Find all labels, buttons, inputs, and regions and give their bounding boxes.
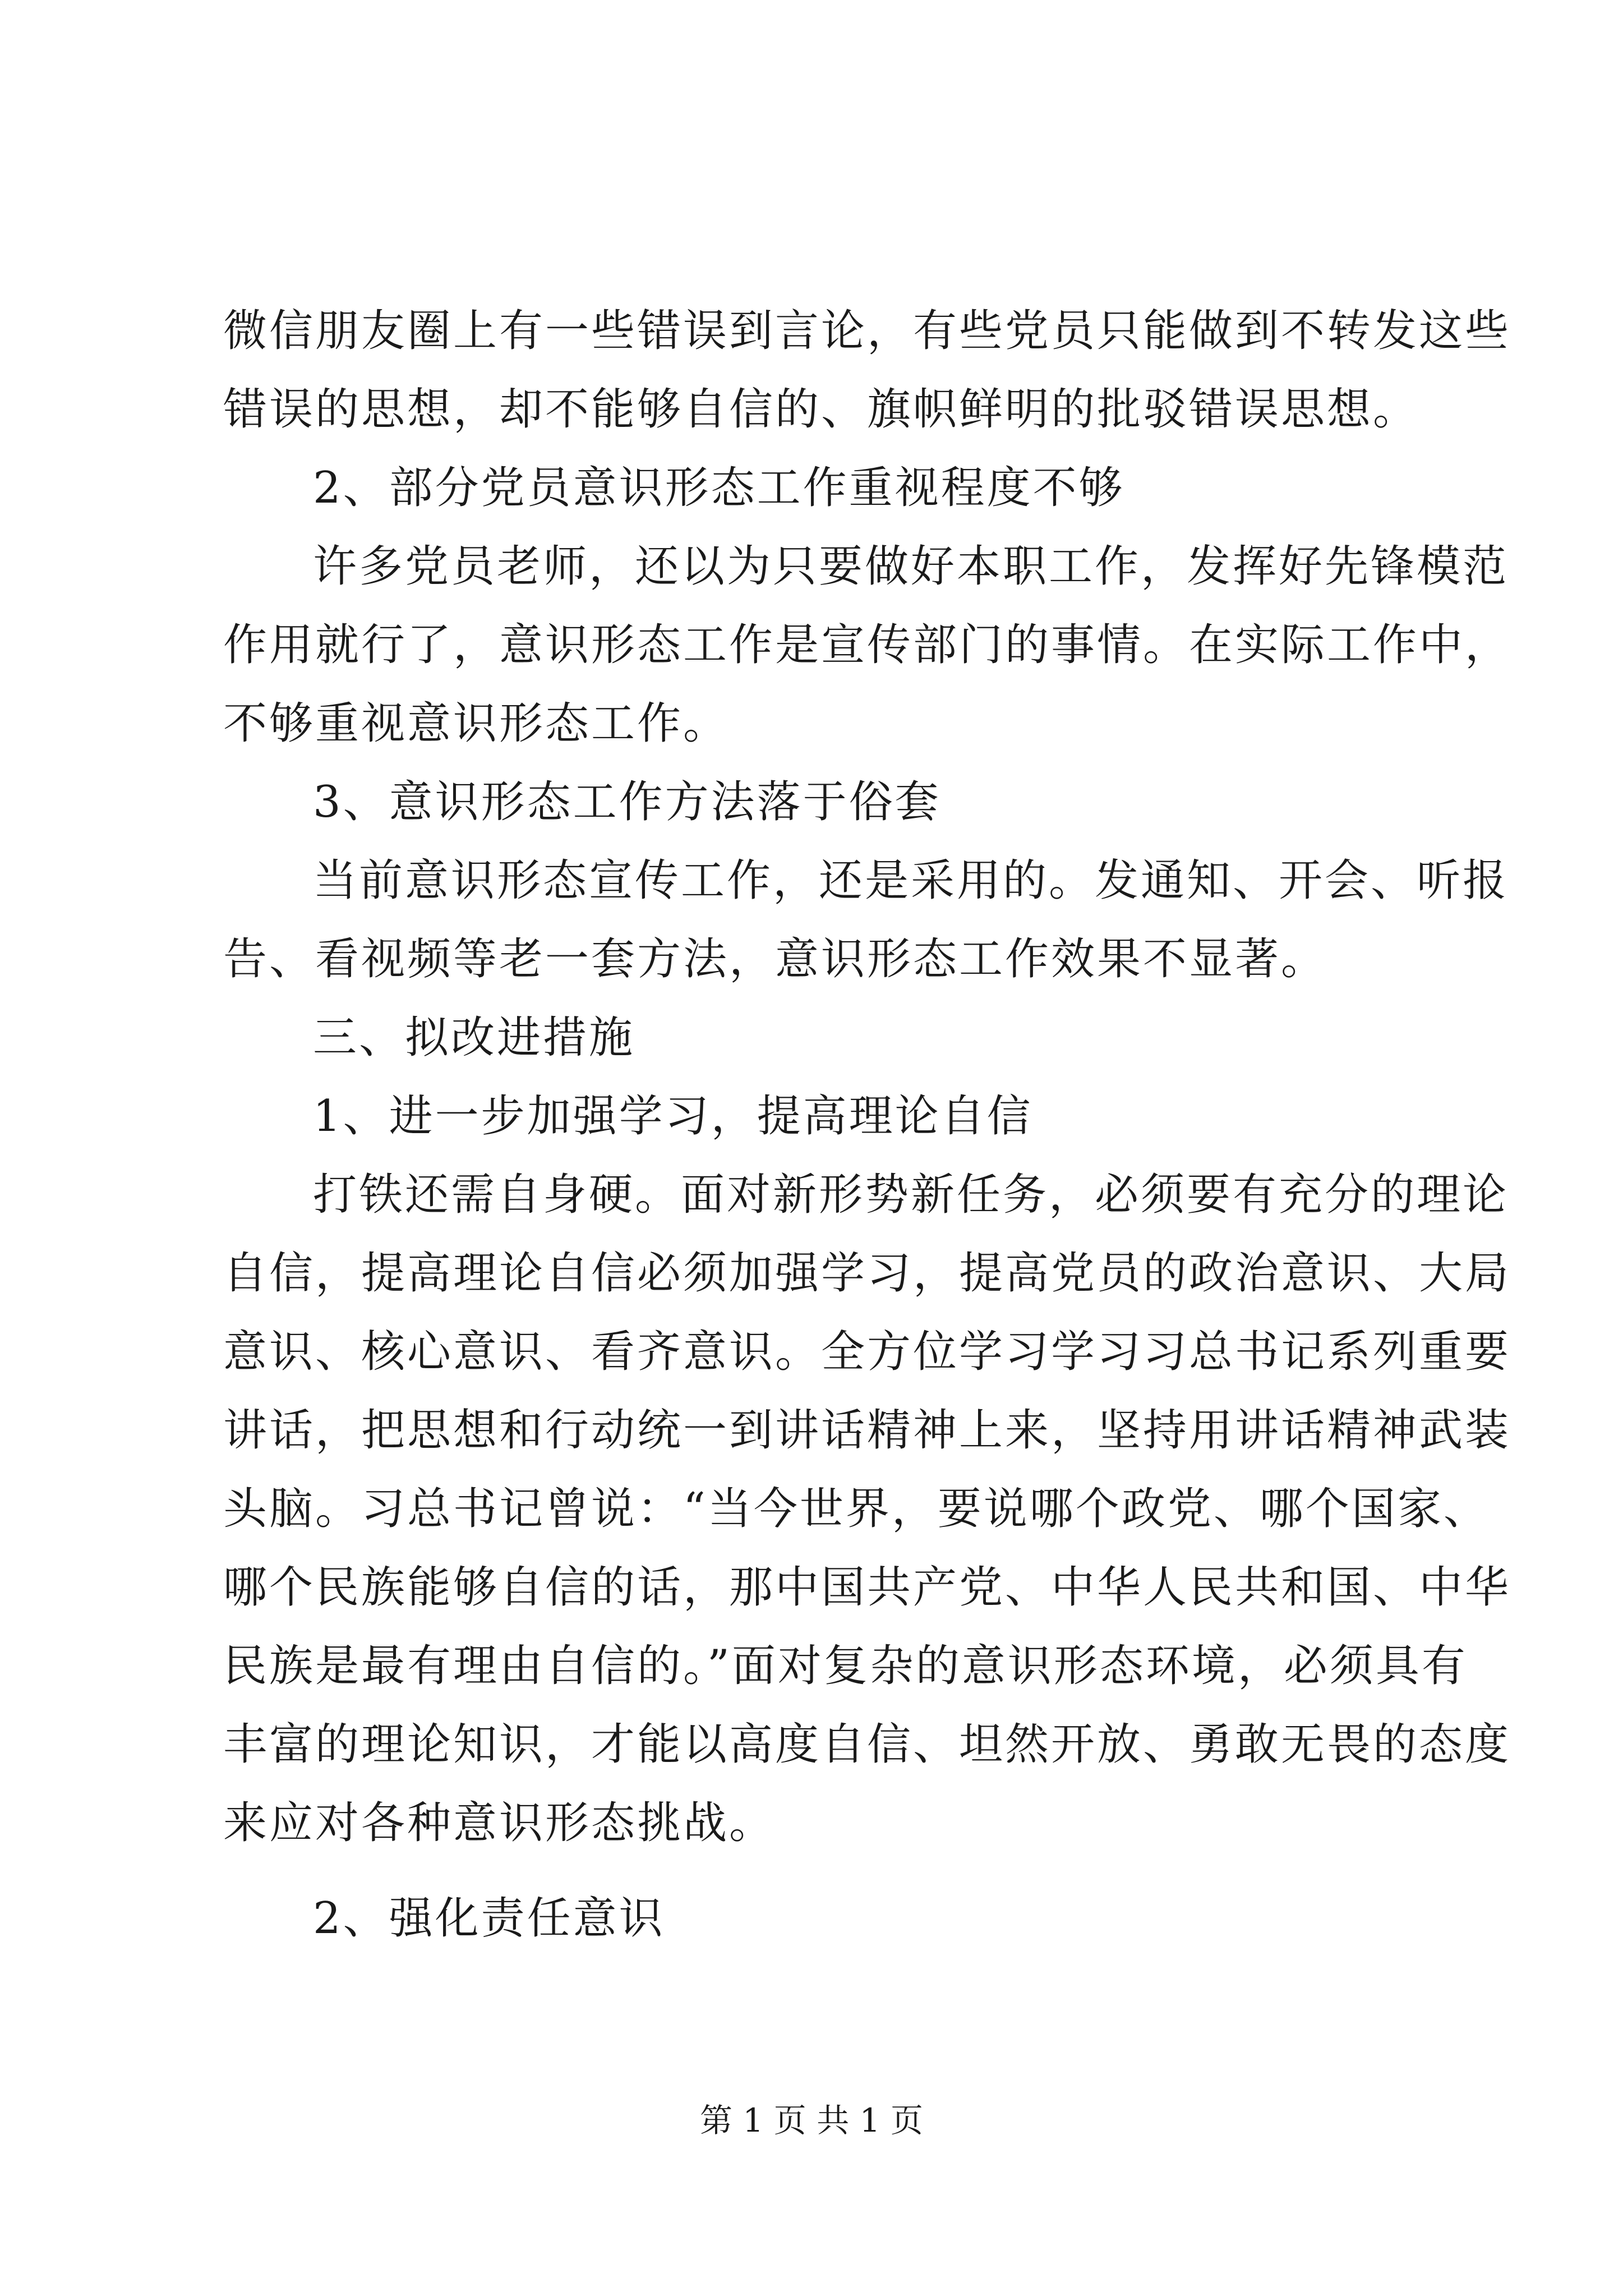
paragraph-line: 讲话，把思想和行动统一到讲话精神上来，坚持用讲话精神武装 [223,1405,1511,1456]
section-heading: 2、强化责任意识 [313,1893,665,1944]
paragraph-line: 错误的思想，却不能够自信的、旗帜鲜明的批驳错误思想。 [223,384,1419,435]
paragraph-line: 不够重视意识形态工作。 [223,698,730,749]
section-heading: 三、拟改进措施 [313,1013,635,1063]
section-heading: 1、进一步加强学习，提高理论自信 [313,1091,1033,1142]
paragraph-line: 来应对各种意识形态挑战。 [223,1798,776,1848]
paragraph-line: 头脑。习总书记曾说：“当今世界，要说哪个政党、哪个国家、 [223,1484,1490,1534]
paragraph-line: 作用就行了，意识形态工作是宣传部门的事情。在实际工作中， [223,620,1511,670]
paragraph-line: 丰富的理论知识，才能以高度自信、坦然开放、勇敢无畏的态度 [223,1719,1511,1770]
paragraph-line: 当前意识形态宣传工作，还是采用的。发通知、开会、听报 [313,855,1509,906]
paragraph-line: 许多党员老师，还以为只要做好本职工作，发挥好先锋模范 [313,541,1509,592]
section-heading: 2、部分党员意识形态工作重视程度不够 [313,463,1125,513]
page-number-label: 第 1 页 共 1 页 [700,2101,923,2139]
paragraph-line: 哪个民族能够自信的话，那中国共产党、中华人民共和国、中华 [223,1562,1511,1613]
page-footer [0,2098,1623,2143]
paragraph-line: 自信，提高理论自信必须加强学习，提高党员的政治意识、大局 [223,1248,1511,1299]
document-body [223,292,1511,1958]
paragraph-line: 微信朋友圈上有一些错误到言论，有些党员只能做到不转发这些 [223,306,1511,356]
paragraph-line: 告、看视频等老一套方法，意识形态工作效果不显著。 [223,934,1327,984]
paragraph-line: 意识、核心意识、看齐意识。全方位学习学习习总书记系列重要 [223,1327,1511,1377]
paragraph-line: 民族是最有理由自信的。”面对复杂的意识形态环境，必须具有 [223,1641,1468,1691]
paragraph-line: 打铁还需自身硬。面对新形势新任务，必须要有充分的理论 [313,1170,1509,1220]
section-heading: 3、意识形态工作方法落于俗套 [313,777,941,827]
